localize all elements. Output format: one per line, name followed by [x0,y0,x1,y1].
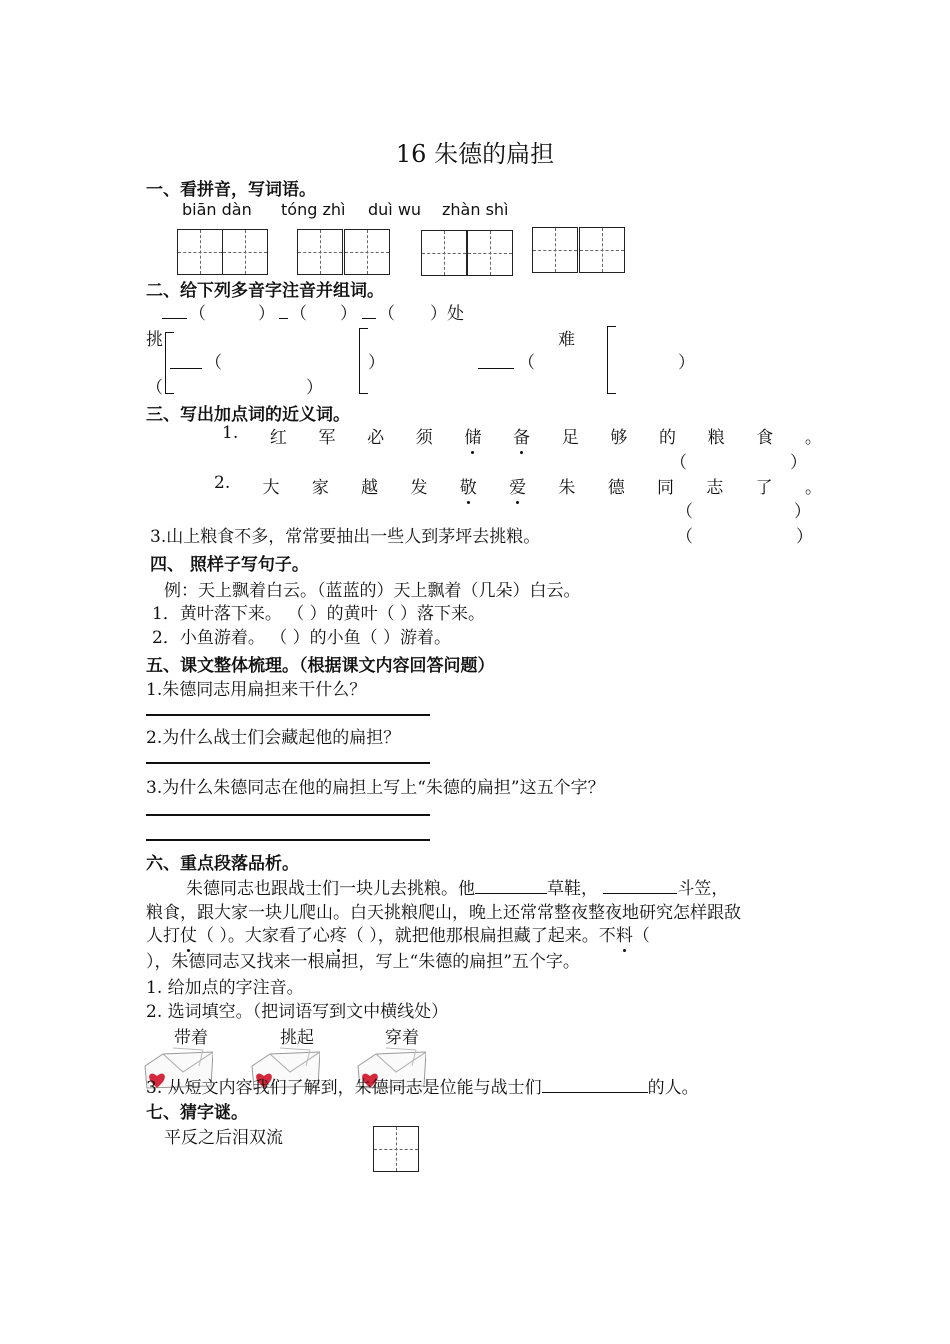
sentence-char: 必 [367,428,385,448]
answer-line[interactable] [146,814,430,816]
paren: ） [790,453,807,473]
passage-line-2: 粮食，跟大家一块儿爬山。白天挑粮爬山，晚上还常常整夜整夜地研究怎样跟敌 [146,903,741,923]
paren: （ [205,353,222,373]
writing-box[interactable] [532,227,578,273]
sentence-char: 了 [755,478,773,498]
question-4-2: 2．小鱼游着。 （ ）的小鱼（ ）游着。 [152,628,452,648]
sentence-char: 红 [269,428,287,448]
paren: （ [146,378,163,398]
writing-box[interactable] [373,1126,419,1172]
pinyin-blank[interactable] [362,318,376,319]
sentence-char: 的 [659,428,676,448]
passage-line-4: ），朱德同志又找来一根扁担，写上“朱德的扁担”五个字。 [146,952,580,972]
question-5-2: 2.为什么战士们会藏起他的扁担？ [146,728,401,748]
passage-line-3 [146,921,650,946]
dotted-char: 仗 [180,921,197,946]
word-text: ）处 [430,304,464,324]
passage-text: 草鞋， [547,879,598,899]
dotted-char: 爱 [509,473,526,498]
riddle-text: 平反之后泪双流 [164,1128,283,1148]
question-text: 3. 从短文内容我们了解到，朱德同志是位能与战士们 [146,1078,542,1098]
fill-blank[interactable] [542,1078,648,1093]
section-6-heading: 六、重点段落品析。 [146,854,299,874]
passage-text: 朱德同志也跟战士们一块儿去挑粮。他 [186,879,475,899]
paren: （ [290,304,307,324]
sentence-char: 粮 [707,428,725,448]
pinyin-1: biān dàn [182,200,252,219]
dotted-char: 敬 [460,473,477,498]
writing-box[interactable] [177,229,223,275]
writing-box[interactable] [467,230,513,276]
pinyin-blank[interactable] [162,318,187,319]
sentence-char: 发 [410,478,428,498]
pinyin-4: zhàn shì [442,200,509,219]
answer-line[interactable] [146,714,430,716]
writing-box[interactable] [579,227,625,273]
paren: （ [676,502,693,522]
paren: ） [306,378,323,398]
bracket [607,326,616,394]
pinyin-blank[interactable] [478,368,514,369]
section-5-heading: 五、课文整体梳理。（根据课文内容回答问题） [146,656,495,676]
answer-line[interactable] [146,762,430,764]
question-4-1: 1．黄叶落下来。 （ ）的黄叶（ ）落下来。 [152,604,486,624]
question-text: 的人。 [647,1078,699,1098]
sentence-char: 2. [214,473,231,493]
section-1-heading: 一、看拼音，写词语。 [146,180,316,200]
sentence-char: 。 [804,428,822,448]
polyphone-char-nan: 难 [558,330,575,350]
dotted-char: 疼 [330,921,347,946]
question-5-1: 1.朱德同志用扁担来干什么？ [146,680,367,700]
writing-box[interactable] [297,229,343,275]
question-6-2: 2. 选词填空。（把词语写到文中横线处） [146,1002,449,1022]
sentence-2 [214,473,822,498]
sentence-char: 足 [561,428,579,448]
word-option: 挑起 [280,1028,314,1048]
paren: （ [670,453,687,473]
word-option: 带着 [174,1028,208,1048]
passage-text: （ [632,926,650,946]
section-7-heading: 七、猜字谜。 [146,1103,248,1123]
paren: ） [368,353,385,373]
pinyin-blank[interactable] [170,368,202,369]
passage-text: （ ）。大家看了心 [197,926,330,946]
sentence-3: 3.山上粮食不多，常常要抽出一些人到茅坪去挑粮。 [150,527,541,547]
passage-text: （ ），就把他那根扁担藏了起来。不 [346,926,616,946]
sentence-char: 1. [222,423,239,443]
question-6-3 [146,1073,699,1098]
sentence-char: 同 [657,478,675,498]
paren: （ [378,304,395,324]
sentence-char: 德 [607,478,625,498]
sentence-char: 食 [756,428,774,448]
question-5-3: 3.为什么朱德同志在他的扁担上写上“朱德的扁担”这五个字？ [146,778,605,798]
paren: ） [258,304,275,324]
polyphone-char-tiao: 挑 [146,330,163,350]
paren: （ [518,353,535,373]
pinyin-blank[interactable] [279,318,288,319]
paren: ） [678,353,695,373]
example-sentence: 例：天上飘着白云。（蓝蓝的）天上飘着（几朵）白云。 [164,581,581,601]
sentence-char: 够 [610,428,628,448]
writing-box[interactable] [222,229,268,275]
fill-blank[interactable] [603,879,677,894]
bracket [165,332,174,394]
sentence-char: 军 [318,428,336,448]
passage-text: 斗笠， [677,879,729,899]
sentence-char: 大 [262,478,280,498]
question-6-1: 1. 给加点的字注音。 [146,978,304,998]
section-4-heading: 四、 照样子写句子。 [150,555,309,575]
passage-line-1 [186,874,728,899]
bracket [359,328,368,394]
paren: （ [189,304,206,324]
pinyin-2: tóng zhì [281,200,346,219]
fill-blank[interactable] [475,879,547,894]
passage-text: 人打 [146,926,180,946]
paren: （ [676,527,693,547]
sentence-char: 。 [804,478,822,498]
dotted-char: 料 [616,921,633,946]
sentence-1 [222,423,822,448]
pinyin-3: duì wu [368,200,422,219]
section-3-heading: 三、写出加点词的近义词。 [146,405,350,425]
sentence-char: 家 [311,478,329,498]
writing-box[interactable] [344,229,390,275]
paren: ） [796,527,813,547]
paren: ） [794,502,811,522]
sentence-char: 须 [415,428,433,448]
answer-line[interactable] [146,839,430,841]
paren: ） [340,304,357,324]
sentence-char: 越 [361,478,379,498]
writing-box[interactable] [421,230,467,276]
sentence-char: 朱 [558,478,576,498]
page-title: 16 朱德的扁担 [395,140,555,168]
sentence-char: 志 [706,478,724,498]
dotted-char: 储 [464,423,481,448]
word-option: 穿着 [385,1028,419,1048]
section-2-heading: 二、给下列多音字注音并组词。 [146,281,384,301]
dotted-char: 备 [513,423,530,448]
